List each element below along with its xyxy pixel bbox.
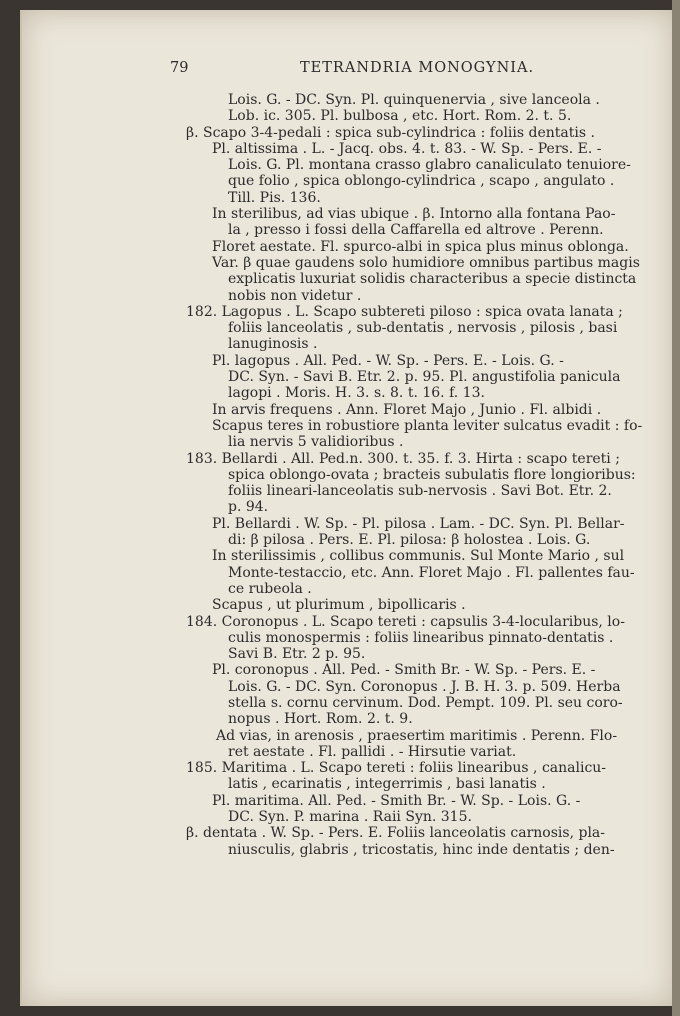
text-line: In arvis frequens . Ann. Floret Majo , Junio . Fl. albidi .	[212, 401, 602, 418]
text-line: stella s. cornu cervinum. Dod. Pempt. 109. Pl. seu coro-	[228, 694, 623, 711]
text-line: Pl. Bellardi . W. Sp. - Pl. pilosa . Lam. - DC. Syn. Pl. Bellar-	[212, 515, 625, 532]
text-line: Floret aestate. Fl. spurco-albi in spica plus minus oblonga.	[212, 238, 629, 255]
running-title: TETRANDRIA MONOGYNIA.	[300, 60, 535, 76]
text-line: In sterilibus, ad vias ubique . β. Intorno alla fontana Pao-	[212, 206, 616, 223]
text-line: Lois. G. - DC. Syn. Coronopus . J. B. H. 3. p. 509. Herba	[228, 678, 621, 695]
text-line: Pl. lagopus . All. Ped. - W. Sp. - Pers. E. - Lois. G. -	[212, 352, 564, 369]
text-line: lanuginosis .	[228, 336, 318, 353]
text-line: lagopi . Moris. H. 3. s. 8. t. 16. f. 13.	[228, 385, 485, 402]
text-line: spica oblongo-ovata ; bracteis subulatis flore longioribus:	[228, 466, 636, 483]
text-line: p. 94.	[228, 499, 269, 516]
text-line: foliis lineari-lanceolatis sub-nervosis . Savi Bot. Etr. 2.	[228, 483, 612, 500]
text-line: latis , ecarinatis , integerrimis , basi lanatis .	[228, 776, 546, 793]
text-line: DC. Syn. - Savi B. Etr. 2. p. 95. Pl. angustifolia panicula	[228, 369, 621, 386]
text-line: di: β pilosa . Pers. E. Pl. pilosa: β holostea . Lois. G.	[228, 532, 591, 549]
text-line: foliis lanceolatis , sub-dentatis , nervosis , pilosis , basi	[228, 320, 618, 337]
text-line: β. Scapo 3-4-pedali : spica sub-cylindrica : foliis dentatis .	[186, 124, 595, 141]
page-body	[186, 92, 646, 858]
text-line: Savi B. Etr. 2 p. 95.	[228, 646, 366, 663]
text-line: 183. Bellardi . All. Ped.n. 300. t. 35. f. 3. Hirta : scapo tereti ;	[186, 450, 620, 467]
text-line: Monte-testaccio, etc. Ann. Floret Majo . Fl. pallentes fau-	[228, 564, 635, 581]
text-line: nobis non videtur .	[228, 287, 362, 304]
text-line: 185. Maritima . L. Scapo tereti : foliis linearibus , canalicu-	[186, 760, 607, 777]
text-line: Lois. G. Pl. montana crasso glabro canaliculato tenuiore-	[228, 157, 631, 174]
text-line: culis monospermis : foliis linearibus pinnato-dentatis .	[228, 629, 614, 646]
text-line: niusculis, glabris , tricostatis, hinc inde dentatis ; den-	[228, 841, 615, 858]
text-line: Scapus teres in robustiore planta leviter sulcatus evadit : fo-	[212, 417, 643, 434]
text-line: 184. Coronopus . L. Scapo tereti : capsulis 3-4-locularibus, lo-	[186, 613, 625, 630]
text-line: Pl. maritima. All. Ped. - Smith Br. - W. Sp. - Lois. G. -	[212, 792, 581, 809]
page-edge	[672, 0, 680, 1016]
text-line: lia nervis 5 validioribus .	[228, 434, 404, 451]
text-line: la , presso i fossi della Caffarella ed altrove . Perenn.	[228, 222, 604, 239]
text-line: ret aestate . Fl. pallidi . - Hirsutie variat.	[228, 743, 517, 760]
text-line: Lois. G. - DC. Syn. Pl. quinquenervia , sive lanceola .	[228, 92, 600, 108]
page-number: 79	[170, 60, 189, 76]
text-line: 182. Lagopus . L. Scapo subtereti piloso : spica ovata lanata ;	[186, 303, 623, 320]
text-line: Pl. coronopus . All. Ped. - Smith Br. - W. Sp. - Pers. E. -	[212, 662, 596, 679]
text-line: explicatis luxuriat solidis characteribus a specie distincta	[228, 271, 637, 288]
text-line: β. dentata . W. Sp. - Pers. E. Foliis lanceolatis carnosis, pla-	[186, 825, 605, 842]
text-line: Till. Pis. 136.	[228, 189, 321, 206]
text-line: DC. Syn. P. marina . Raii Syn. 315.	[228, 809, 472, 826]
text-line: Pl. altissima . L. - Jacq. obs. 4. t. 83. - W. Sp. - Pers. E. -	[212, 140, 602, 157]
text-line: ce rubeola .	[228, 580, 312, 597]
text-line: In sterilissimis , collibus communis. Sul Monte Mario , sul	[212, 548, 625, 565]
text-line: nopus . Hort. Rom. 2. t. 9.	[228, 711, 413, 728]
text-line: Ad vias, in arenosis , praesertim maritimis . Perenn. Flo-	[216, 727, 618, 744]
text-line: Lob. ic. 305. Pl. bulbosa , etc. Hort. Rom. 2. t. 5.	[228, 108, 572, 125]
text-line: Scapus , ut plurimum , bipollicaris .	[212, 597, 466, 614]
text-line: Var. β quae gaudens solo humidiore omnibus partibus magis	[212, 254, 640, 271]
text-line: que folio , spica oblongo-cylindrica , scapo , angulato .	[228, 173, 615, 190]
